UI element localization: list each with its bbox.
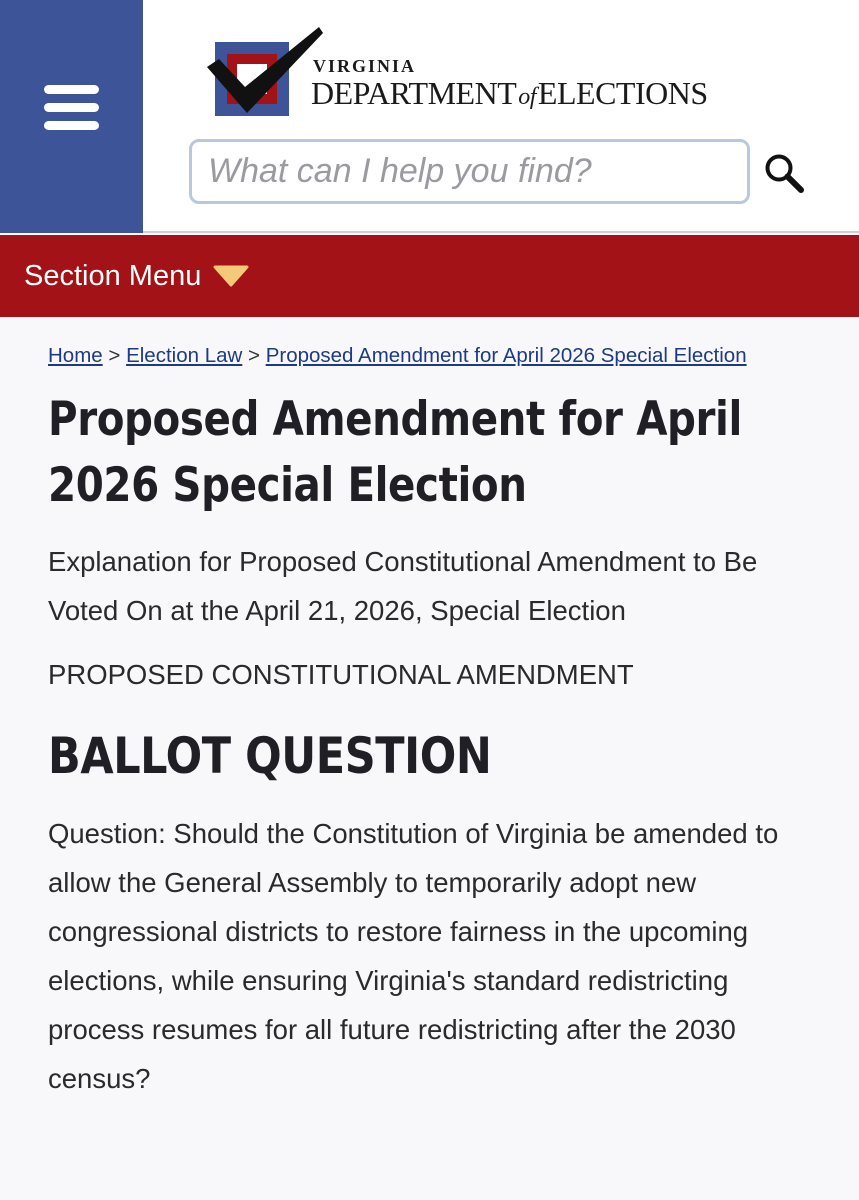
breadcrumb-separator: > — [108, 344, 121, 367]
breadcrumb-separator: > — [248, 344, 260, 367]
checkmark-logo-icon — [207, 25, 327, 120]
main-content — [48, 345, 818, 1103]
breadcrumb-current-link[interactable]: Proposed Amendment for April 2026 Special Election — [265, 344, 747, 367]
logo-state: VIRGINIA — [313, 56, 417, 76]
hamburger-icon[interactable] — [44, 85, 99, 130]
search-icon[interactable] — [763, 152, 805, 194]
page-title: Proposed Amendment for April 2026 Special Election — [48, 392, 742, 513]
breadcrumb — [48, 345, 818, 367]
search-input[interactable] — [189, 139, 750, 204]
section-menu-label: Section Menu — [24, 259, 202, 292]
site-header — [0, 0, 859, 233]
ballot-question-text: Question: Should the Constitution of Virginia be amended to allow the General Assembly to temporarily adopt new congressional districts to restore fairness in the upcoming elections, while ensuring Virginia's standard redistricting process resumes for all future redistricting after the 2030 census? — [48, 818, 779, 1094]
amendment-label: PROPOSED CONSTITUTIONAL AMENDMENT — [48, 659, 634, 690]
logo-department: DEPARTMENTofELECTIONS — [311, 75, 708, 111]
ballot-question-heading: BALLOT QUESTION — [48, 727, 492, 785]
chevron-down-icon — [213, 265, 249, 287]
site-logo[interactable] — [207, 25, 767, 120]
menu-button[interactable] — [0, 0, 143, 233]
page-subtitle: Explanation for Proposed Constitutional Amendment to Be Voted On at the April 21, 2026, Special Election — [48, 546, 758, 626]
breadcrumb-election-law-link[interactable]: Election Law — [126, 344, 243, 367]
breadcrumb-home-link[interactable]: Home — [48, 344, 103, 367]
section-menu-toggle[interactable] — [24, 258, 249, 294]
